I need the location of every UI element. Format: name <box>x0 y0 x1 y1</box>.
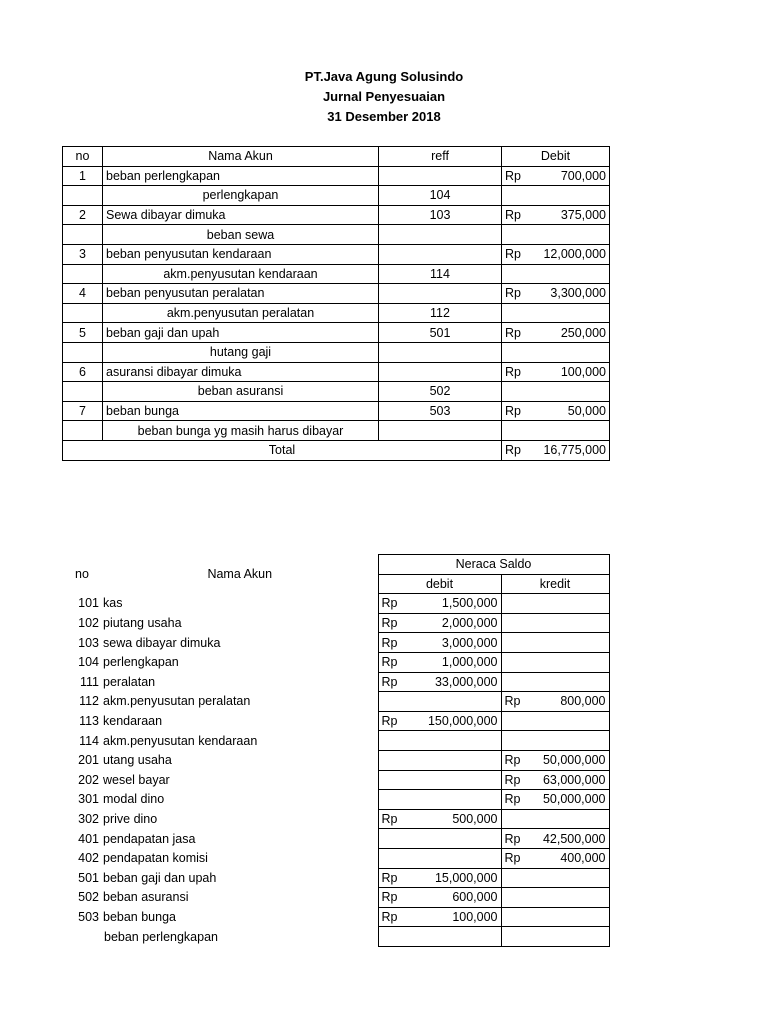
neraca-row <box>62 652 609 672</box>
entry-no: 3 <box>63 244 103 264</box>
account-name: beban sewa <box>103 225 379 245</box>
amount-value: 100,000 <box>560 364 606 379</box>
account-reff <box>379 225 502 245</box>
amount-value: 600,000 <box>452 890 498 905</box>
debit-amount <box>378 731 501 751</box>
amount-value: 12,000,000 <box>543 247 606 262</box>
neraca-header-row1 <box>62 555 609 575</box>
kredit-amount <box>501 594 609 614</box>
debit-amount <box>378 868 501 888</box>
debit-amount <box>378 672 501 692</box>
amount-value: 50,000 <box>567 404 606 419</box>
account-name: piutang usaha <box>103 616 182 631</box>
kredit-amount <box>501 711 609 731</box>
entry-no: 2 <box>63 205 103 225</box>
col-debit-header: debit <box>378 574 501 594</box>
journal-row <box>63 362 610 382</box>
account-no: 302 <box>78 812 99 827</box>
account-no: 502 <box>78 890 99 905</box>
neraca-row <box>62 711 609 731</box>
neraca-row <box>62 633 609 653</box>
col-no-header: no <box>63 147 103 167</box>
amount-value: 1,500,000 <box>441 596 498 611</box>
account-reff <box>379 166 502 186</box>
neraca-row <box>62 613 609 633</box>
kredit-amount <box>501 672 609 692</box>
account-reff: 114 <box>379 264 502 284</box>
currency-label: Rp <box>381 890 398 905</box>
account-name: wesel bayar <box>103 772 170 787</box>
col-no-header: no <box>75 567 89 582</box>
debit-amount <box>378 711 501 731</box>
currency-label: Rp <box>504 772 521 787</box>
account-reff: 112 <box>379 303 502 323</box>
amount-value: 2,000,000 <box>441 616 498 631</box>
debit-amount <box>502 362 610 382</box>
account-name: beban gaji dan upah <box>103 323 379 343</box>
account-no: 501 <box>78 870 99 885</box>
journal-table <box>62 146 610 461</box>
account-name: beban bunga <box>103 401 379 421</box>
neraca-saldo-header: Neraca Saldo <box>378 555 609 575</box>
neraca-row <box>62 848 609 868</box>
neraca-row <box>62 594 609 614</box>
entry-no <box>63 264 103 284</box>
entry-no <box>63 225 103 245</box>
kredit-amount <box>501 790 609 810</box>
currency-label: Rp <box>381 616 398 631</box>
currency-label: Rp <box>505 168 521 183</box>
entry-no <box>63 186 103 206</box>
account-no: 201 <box>78 753 99 768</box>
currency-label: Rp <box>381 655 398 670</box>
col-kredit-header: kredit <box>501 574 609 594</box>
account-name: asuransi dibayar dimuka <box>103 362 379 382</box>
entry-no <box>63 421 103 441</box>
account-no: 104 <box>78 655 99 670</box>
neraca-row <box>62 809 609 829</box>
debit-amount <box>378 927 501 947</box>
account-reff <box>379 421 502 441</box>
amount-value: 1,000,000 <box>441 655 498 670</box>
account-no: 102 <box>78 616 99 631</box>
entry-no: 1 <box>63 166 103 186</box>
account-name: beban perlengkapan <box>104 929 218 944</box>
currency-label: Rp <box>504 694 521 709</box>
journal-row <box>63 303 610 323</box>
entry-no: 7 <box>63 401 103 421</box>
entry-no: 5 <box>63 323 103 343</box>
account-no: 112 <box>79 694 99 709</box>
account-no: 114 <box>79 733 99 748</box>
account-name: kas <box>103 596 123 611</box>
debit-amount <box>502 284 610 304</box>
entry-no <box>63 382 103 402</box>
account-name: modal dino <box>103 792 165 807</box>
amount-value: 250,000 <box>560 325 606 340</box>
neraca-row <box>62 868 609 888</box>
account-name: akm.penyusutan kendaraan <box>103 264 379 284</box>
kredit-amount <box>501 829 609 849</box>
neraca-row <box>62 750 609 770</box>
debit-amount <box>378 692 501 712</box>
account-name: beban asuransi <box>103 382 379 402</box>
currency-label: Rp <box>504 831 521 846</box>
account-name: utang usaha <box>103 753 172 768</box>
neraca-row <box>62 829 609 849</box>
currency-label: Rp <box>381 870 398 885</box>
amount-value: 16,775,000 <box>543 443 606 458</box>
journal-row <box>63 342 610 362</box>
amount-value: 150,000,000 <box>427 714 498 729</box>
journal-row <box>63 186 610 206</box>
col-akun-header: Nama Akun <box>207 567 273 582</box>
currency-label: Rp <box>381 812 398 827</box>
account-name: sewa dibayar dimuka <box>103 635 221 650</box>
debit-amount <box>378 613 501 633</box>
debit-amount <box>502 401 610 421</box>
account-name: akm.penyusutan peralatan <box>103 694 251 709</box>
entry-no <box>63 342 103 362</box>
debit-amount <box>378 594 501 614</box>
debit-amount <box>378 790 501 810</box>
debit-amount <box>378 907 501 927</box>
entry-no: 4 <box>63 284 103 304</box>
journal-row <box>63 284 610 304</box>
amount-value: 33,000,000 <box>434 674 498 689</box>
currency-label: Rp <box>504 792 521 807</box>
account-name: akm.penyusutan peralatan <box>103 303 379 323</box>
account-no: 113 <box>79 714 99 729</box>
total-label: Total <box>63 440 502 460</box>
entry-no: 6 <box>63 362 103 382</box>
amount-value: 42,500,000 <box>542 831 606 846</box>
account-name: beban penyusutan kendaraan <box>103 244 379 264</box>
account-name: beban asuransi <box>103 890 189 905</box>
journal-row <box>63 323 610 343</box>
neraca-row <box>62 888 609 908</box>
journal-total-row <box>63 440 610 460</box>
account-name: beban bunga yg masih harus dibayar <box>103 421 379 441</box>
currency-label: Rp <box>381 596 398 611</box>
debit-amount <box>378 652 501 672</box>
currency-label: Rp <box>504 753 521 768</box>
account-name: pendapatan jasa <box>103 831 196 846</box>
kredit-amount <box>501 692 609 712</box>
amount-value: 700,000 <box>560 168 606 183</box>
kredit-amount <box>501 652 609 672</box>
journal-row <box>63 205 610 225</box>
debit-amount <box>502 421 610 441</box>
kredit-amount <box>501 907 609 927</box>
entry-no <box>63 303 103 323</box>
account-no: 401 <box>78 831 99 846</box>
document-title: Jurnal Penyesuaian <box>322 89 446 104</box>
currency-label: Rp <box>505 364 521 379</box>
account-reff: 103 <box>379 205 502 225</box>
amount-value: 15,000,000 <box>434 870 498 885</box>
currency-label: Rp <box>505 286 521 301</box>
journal-row <box>63 225 610 245</box>
neraca-row <box>62 672 609 692</box>
debit-amount <box>502 244 610 264</box>
kredit-amount <box>501 613 609 633</box>
account-reff <box>379 284 502 304</box>
kredit-amount <box>501 770 609 790</box>
kredit-amount <box>501 731 609 751</box>
debit-amount <box>378 633 501 653</box>
debit-amount <box>502 225 610 245</box>
account-reff: 502 <box>379 382 502 402</box>
kredit-amount <box>501 848 609 868</box>
kredit-amount <box>501 868 609 888</box>
currency-label: Rp <box>505 208 521 223</box>
debit-amount <box>502 205 610 225</box>
account-name: akm.penyusutan kendaraan <box>103 733 258 748</box>
col-debit-header: Debit <box>502 147 610 167</box>
account-name: kendaraan <box>103 714 163 729</box>
neraca-row <box>62 790 609 810</box>
kredit-amount <box>501 809 609 829</box>
currency-label: Rp <box>505 325 521 340</box>
account-reff: 104 <box>379 186 502 206</box>
account-name: beban bunga <box>103 909 176 924</box>
debit-amount <box>502 382 610 402</box>
currency-label: Rp <box>505 404 521 419</box>
amount-value: 500,000 <box>452 812 498 827</box>
kredit-amount <box>501 927 609 947</box>
journal-row <box>63 401 610 421</box>
kredit-amount <box>501 888 609 908</box>
journal-row <box>63 264 610 284</box>
journal-row <box>63 166 610 186</box>
debit-amount <box>502 303 610 323</box>
neraca-table <box>62 554 610 947</box>
currency-label: Rp <box>505 443 521 458</box>
account-name: pendapatan komisi <box>103 851 208 866</box>
debit-amount <box>378 750 501 770</box>
neraca-row <box>62 770 609 790</box>
amount-value: 375,000 <box>560 208 606 223</box>
account-reff <box>379 362 502 382</box>
kredit-amount <box>501 633 609 653</box>
total-amount <box>502 440 610 460</box>
account-reff <box>379 342 502 362</box>
account-no: 202 <box>78 772 99 787</box>
account-name: peralatan <box>103 674 156 689</box>
neraca-row <box>62 927 609 947</box>
account-reff: 503 <box>379 401 502 421</box>
account-no: 111 <box>79 674 99 689</box>
account-name: perlengkapan <box>103 186 379 206</box>
account-reff: 501 <box>379 323 502 343</box>
journal-header-row <box>63 147 610 167</box>
amount-value: 50,000,000 <box>542 792 606 807</box>
currency-label: Rp <box>381 909 398 924</box>
journal-row <box>63 382 610 402</box>
journal-row <box>63 244 610 264</box>
account-no: 503 <box>78 909 99 924</box>
journal-row <box>63 421 610 441</box>
debit-amount <box>502 166 610 186</box>
account-name: beban penyusutan peralatan <box>103 284 379 304</box>
kredit-amount <box>501 750 609 770</box>
amount-value: 100,000 <box>452 909 498 924</box>
account-name: prive dino <box>103 812 158 827</box>
amount-value: 400,000 <box>560 851 606 866</box>
account-name: beban perlengkapan <box>103 166 379 186</box>
account-no: 402 <box>78 851 99 866</box>
company-name: PT.Java Agung Solusindo <box>304 69 464 84</box>
account-name: Sewa dibayar dimuka <box>103 205 379 225</box>
account-no: 301 <box>78 792 99 807</box>
col-akun-header: Nama Akun <box>103 147 379 167</box>
account-name: hutang gaji <box>103 342 379 362</box>
debit-amount <box>378 848 501 868</box>
debit-amount <box>502 323 610 343</box>
debit-amount <box>378 770 501 790</box>
amount-value: 63,000,000 <box>542 772 606 787</box>
neraca-row <box>62 907 609 927</box>
amount-value: 3,000,000 <box>441 635 498 650</box>
debit-amount <box>378 809 501 829</box>
account-name: beban gaji dan upah <box>103 870 217 885</box>
amount-value: 50,000,000 <box>542 753 606 768</box>
amount-value: 3,300,000 <box>550 286 606 301</box>
debit-amount <box>502 186 610 206</box>
col-reff-header: reff <box>379 147 502 167</box>
currency-label: Rp <box>504 851 521 866</box>
document-date: 31 Desember 2018 <box>327 109 441 124</box>
account-no <box>62 927 102 947</box>
currency-label: Rp <box>381 674 398 689</box>
neraca-row <box>62 731 609 751</box>
debit-amount <box>502 342 610 362</box>
account-name: perlengkapan <box>103 655 179 670</box>
debit-amount <box>502 264 610 284</box>
amount-value: 800,000 <box>560 694 606 709</box>
account-no: 103 <box>78 635 99 650</box>
account-reff <box>379 244 502 264</box>
debit-amount <box>378 829 501 849</box>
currency-label: Rp <box>381 635 398 650</box>
currency-label: Rp <box>381 714 398 729</box>
neraca-row <box>62 692 609 712</box>
currency-label: Rp <box>505 247 521 262</box>
debit-amount <box>378 888 501 908</box>
account-no: 101 <box>78 596 99 611</box>
